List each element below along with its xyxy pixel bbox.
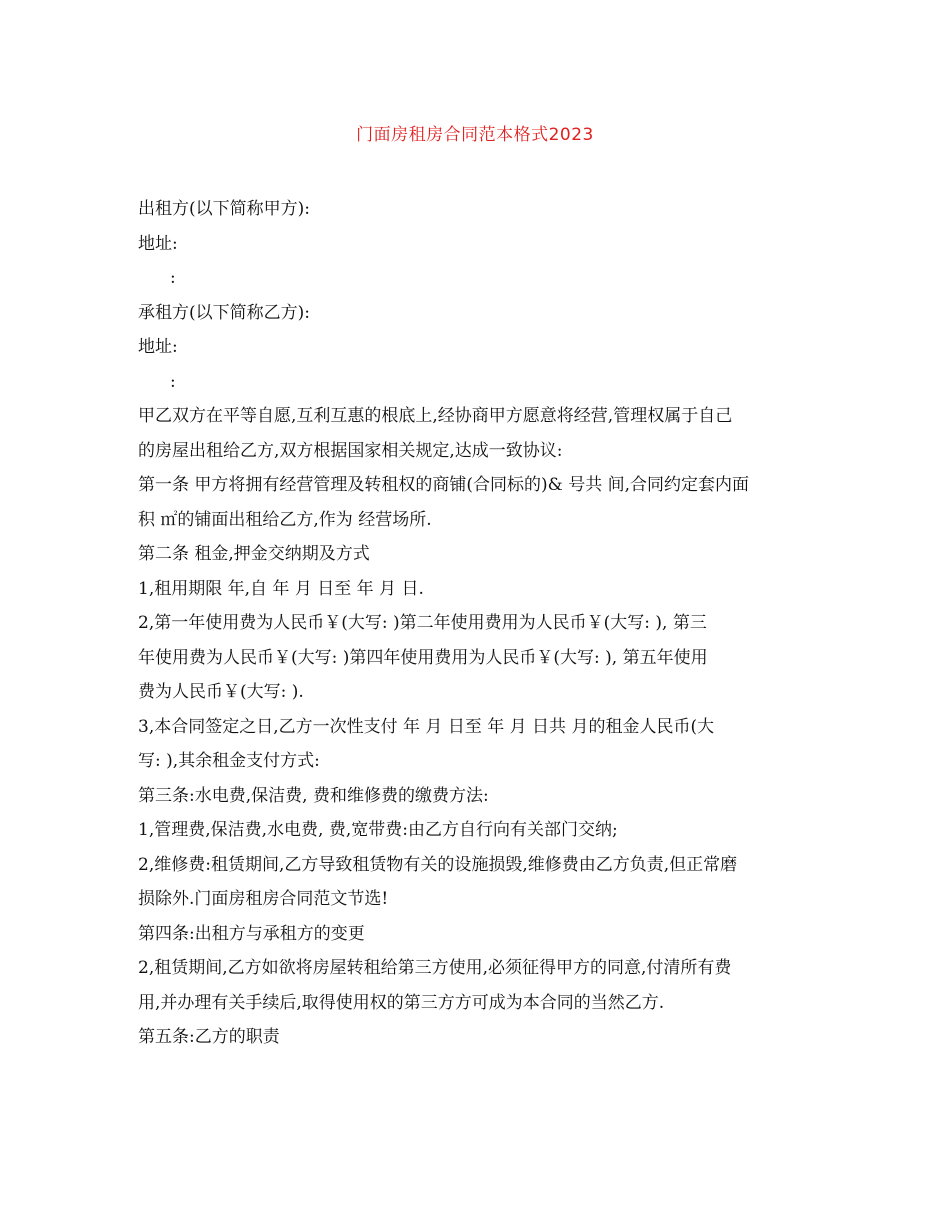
clause-line: 损除外.门面房租房合同范文节选! [138, 889, 389, 909]
article-1-line: 积 ㎡的铺面出租给乙方,作为 经营场所. [138, 509, 432, 530]
article-4-heading: 第四条:出租方与承租方的变更 [138, 923, 365, 944]
article-5-heading: 第五条:乙方的职责 [138, 1027, 280, 1047]
lessee-label: 承租方(以下简称乙方): [138, 302, 310, 323]
clause-line: 年使用费为人民币￥(大写: )第四年使用费用为人民币￥(大写: ), 第五年使用 [138, 647, 708, 668]
clause-line: 1,管理费,保洁费,水电费, 费,宽带费:由乙方自行向有关部门交纳; [138, 820, 618, 840]
document-body [138, 192, 818, 1055]
clause-line: 费为人民币￥(大写: ). [138, 682, 304, 702]
lessor-label: 出租方(以下简称甲方): [138, 199, 310, 219]
lessor-blank-field: : [170, 268, 176, 288]
paragraph-line: 甲乙双方在平等自愿,互利互惠的根底上,经协商甲方愿意将经营,管理权属于自己 [138, 406, 733, 426]
document-title: 门面房租房合同范本格式2023 [356, 125, 594, 145]
lessee-address-label: 地址: [138, 337, 178, 357]
clause-line: 2,租赁期间,乙方如欲将房屋转租给第三方使用,必须征得甲方的同意,付清所有费 [138, 958, 732, 978]
article-1-line: 第一条 甲方将拥有经营管理及转租权的商铺(合同标的)& 号共 间,合同约定套内面 [138, 475, 750, 495]
clause-line: 1,租用期限 年,自 年 月 日至 年 月 日. [138, 578, 424, 599]
article-3-heading: 第三条:水电费,保洁费, 费和维修费的缴费方法: [138, 785, 489, 806]
article-2-heading: 第二条 租金,押金交纳期及方式 [138, 544, 370, 564]
clause-line: 2,维修费:租赁期间,乙方导致租赁物有关的设施损毁,维修费由乙方负责,但正常磨 [138, 854, 738, 875]
clause-line: 3,本合同签定之日,乙方一次性支付 年 月 日至 年 月 日共 月的租金人民币(大 [138, 716, 715, 737]
paragraph-line: 的房屋出租给乙方,双方根据国家相关规定,达成一致协议: [138, 440, 563, 461]
lessor-address-label: 地址: [138, 233, 178, 254]
lessee-blank-field: : [170, 371, 176, 392]
clause-line: 2,第一年使用费为人民币￥(大写: )第二年使用费用为人民币￥(大写: ), 第三 [138, 613, 707, 633]
clause-line: 写: ),其余租金支付方式: [138, 751, 320, 771]
clause-line: 用,并办理有关手续后,取得使用权的第三方方可成为本合同的当然乙方. [138, 992, 665, 1013]
